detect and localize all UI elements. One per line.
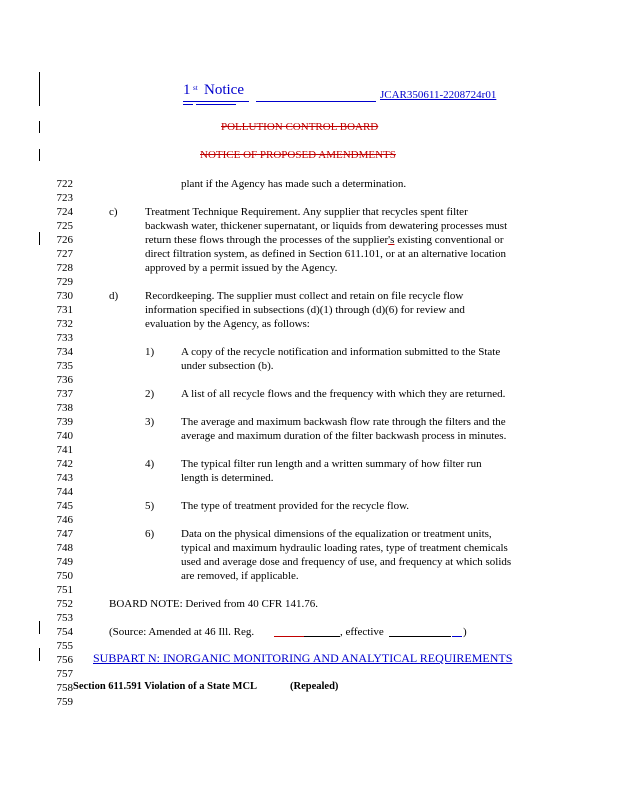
change-bar bbox=[39, 621, 40, 634]
item-label: 4) bbox=[145, 458, 155, 470]
source-effective: , effective bbox=[340, 626, 384, 638]
line-number: 742 bbox=[56, 458, 73, 470]
line-number: 723 bbox=[56, 192, 73, 204]
item-label: 3) bbox=[145, 416, 155, 428]
body-line: information specified in subsections (d)(1) through (d)(6) for review and bbox=[145, 304, 465, 316]
effective-blank bbox=[389, 636, 451, 637]
line-number: 756 bbox=[56, 654, 73, 666]
notice-underline bbox=[183, 104, 193, 105]
body-line: The type of treatment provided for the recycle flow. bbox=[181, 500, 410, 512]
subpart-heading: SUBPART N: INORGANIC MONITORING AND ANALYTICAL REQUIREMENTS bbox=[93, 651, 513, 665]
line-number: 745 bbox=[56, 500, 73, 512]
body-text: return these flows through the processes of the supplier bbox=[145, 234, 389, 246]
body-line: plant if the Agency has made such a determination. bbox=[181, 178, 407, 190]
line-number: 748 bbox=[56, 542, 73, 554]
notice-number: 1 bbox=[183, 82, 191, 98]
body-line: A copy of the recycle notification and information submitted to the State bbox=[181, 346, 501, 358]
line-number: 729 bbox=[56, 276, 73, 288]
line-number: 738 bbox=[56, 402, 73, 414]
line-number: 731 bbox=[56, 304, 73, 316]
line-number: 759 bbox=[56, 696, 73, 708]
notice-underline bbox=[183, 101, 249, 102]
line-number: 747 bbox=[56, 528, 73, 540]
notice-word: Notice bbox=[204, 82, 244, 98]
board-name: POLLUTION CONTROL BOARD bbox=[221, 121, 379, 133]
body-line: length is determined. bbox=[181, 472, 274, 484]
body-line: direct filtration system, as defined in Section 611.101, or at an alternative location bbox=[145, 248, 506, 260]
line-number: 746 bbox=[56, 514, 73, 526]
notice-superscript: st bbox=[193, 84, 198, 92]
line-number: 754 bbox=[56, 626, 73, 638]
line-number: 728 bbox=[56, 262, 73, 274]
line-number: 740 bbox=[56, 430, 73, 442]
line-number: 733 bbox=[56, 332, 73, 344]
line-number: 755 bbox=[56, 640, 73, 652]
line-number: 736 bbox=[56, 374, 73, 386]
body-line: typical and maximum hydraulic loading rates, type of treatment chemicals bbox=[181, 542, 508, 554]
change-bar bbox=[39, 232, 40, 245]
body-line: Treatment Technique Requirement. Any supplier that recycles spent filter bbox=[145, 206, 468, 218]
body-line: are removed, if applicable. bbox=[181, 570, 299, 582]
source-blank bbox=[274, 636, 304, 637]
line-number: 727 bbox=[56, 248, 73, 260]
line-number: 734 bbox=[56, 346, 73, 358]
body-line: Recordkeeping. The supplier must collect and retain on file recycle flow bbox=[145, 290, 464, 302]
line-number: 741 bbox=[56, 444, 73, 456]
line-number: 732 bbox=[56, 318, 73, 330]
item-label: 5) bbox=[145, 500, 155, 512]
body-line: The average and maximum backwash flow rate through the filters and the bbox=[181, 416, 506, 428]
line-number: 722 bbox=[56, 178, 73, 190]
source-note: (Source: Amended at 46 Ill. Reg. bbox=[109, 626, 255, 638]
body-line: approved by a permit issued by the Agency. bbox=[145, 262, 338, 274]
change-bar bbox=[39, 72, 40, 106]
body-line: average and maximum duration of the filter backwash process in minutes. bbox=[181, 430, 507, 442]
line-number: 724 bbox=[56, 206, 73, 218]
line-number: 751 bbox=[56, 584, 73, 596]
body-line: evaluation by the Agency, as follows: bbox=[145, 318, 310, 330]
line-number: 758 bbox=[56, 682, 73, 694]
document-id: JCAR350611-2208724r01 bbox=[380, 89, 497, 101]
line-number: 730 bbox=[56, 290, 73, 302]
change-bar bbox=[39, 149, 40, 161]
change-bar bbox=[39, 648, 40, 661]
line-number: 744 bbox=[56, 486, 73, 498]
subsection-label: d) bbox=[109, 290, 119, 302]
body-line: used and average dose and frequency of use, and frequency at which solids bbox=[181, 556, 512, 568]
line-number: 725 bbox=[56, 220, 73, 232]
item-label: 1) bbox=[145, 346, 155, 358]
body-text: existing conventional or bbox=[394, 234, 504, 246]
board-note: BOARD NOTE: Derived from 40 CFR 141.76. bbox=[109, 598, 318, 610]
body-line: under subsection (b). bbox=[181, 360, 274, 372]
line-number: 750 bbox=[56, 570, 73, 582]
item-label: 6) bbox=[145, 528, 155, 540]
line-number: 753 bbox=[56, 612, 73, 624]
section-heading: Section 611.591 Violation of a State MCL bbox=[73, 681, 258, 692]
header-rule bbox=[256, 101, 376, 102]
line-number: 752 bbox=[56, 598, 73, 610]
section-status: (Repealed) bbox=[290, 681, 339, 692]
effective-blank bbox=[452, 636, 462, 637]
revision-mark: 's bbox=[388, 234, 395, 246]
line-number: 735 bbox=[56, 360, 73, 372]
change-bar bbox=[39, 121, 40, 133]
body-line: backwash water, thickener supernatant, or liquids from dewatering processes must bbox=[145, 220, 508, 232]
body-line bbox=[145, 233, 504, 247]
body-line: Data on the physical dimensions of the equalization or treatment units, bbox=[181, 528, 492, 540]
subsection-label: c) bbox=[109, 206, 118, 218]
line-number: 726 bbox=[56, 234, 73, 246]
notice-underline bbox=[196, 104, 236, 105]
item-label: 2) bbox=[145, 388, 155, 400]
body-line: A list of all recycle flows and the frequency with which they are returned. bbox=[181, 388, 506, 400]
line-number: 737 bbox=[56, 388, 73, 400]
line-number: 749 bbox=[56, 556, 73, 568]
source-blank bbox=[304, 636, 340, 637]
line-number: 743 bbox=[56, 472, 73, 484]
notice-title: NOTICE OF PROPOSED AMENDMENTS bbox=[200, 149, 396, 161]
body-line: The typical filter run length and a written summary of how filter run bbox=[181, 458, 482, 470]
source-close: ) bbox=[463, 626, 467, 638]
line-number: 739 bbox=[56, 416, 73, 428]
line-number: 757 bbox=[56, 668, 73, 680]
